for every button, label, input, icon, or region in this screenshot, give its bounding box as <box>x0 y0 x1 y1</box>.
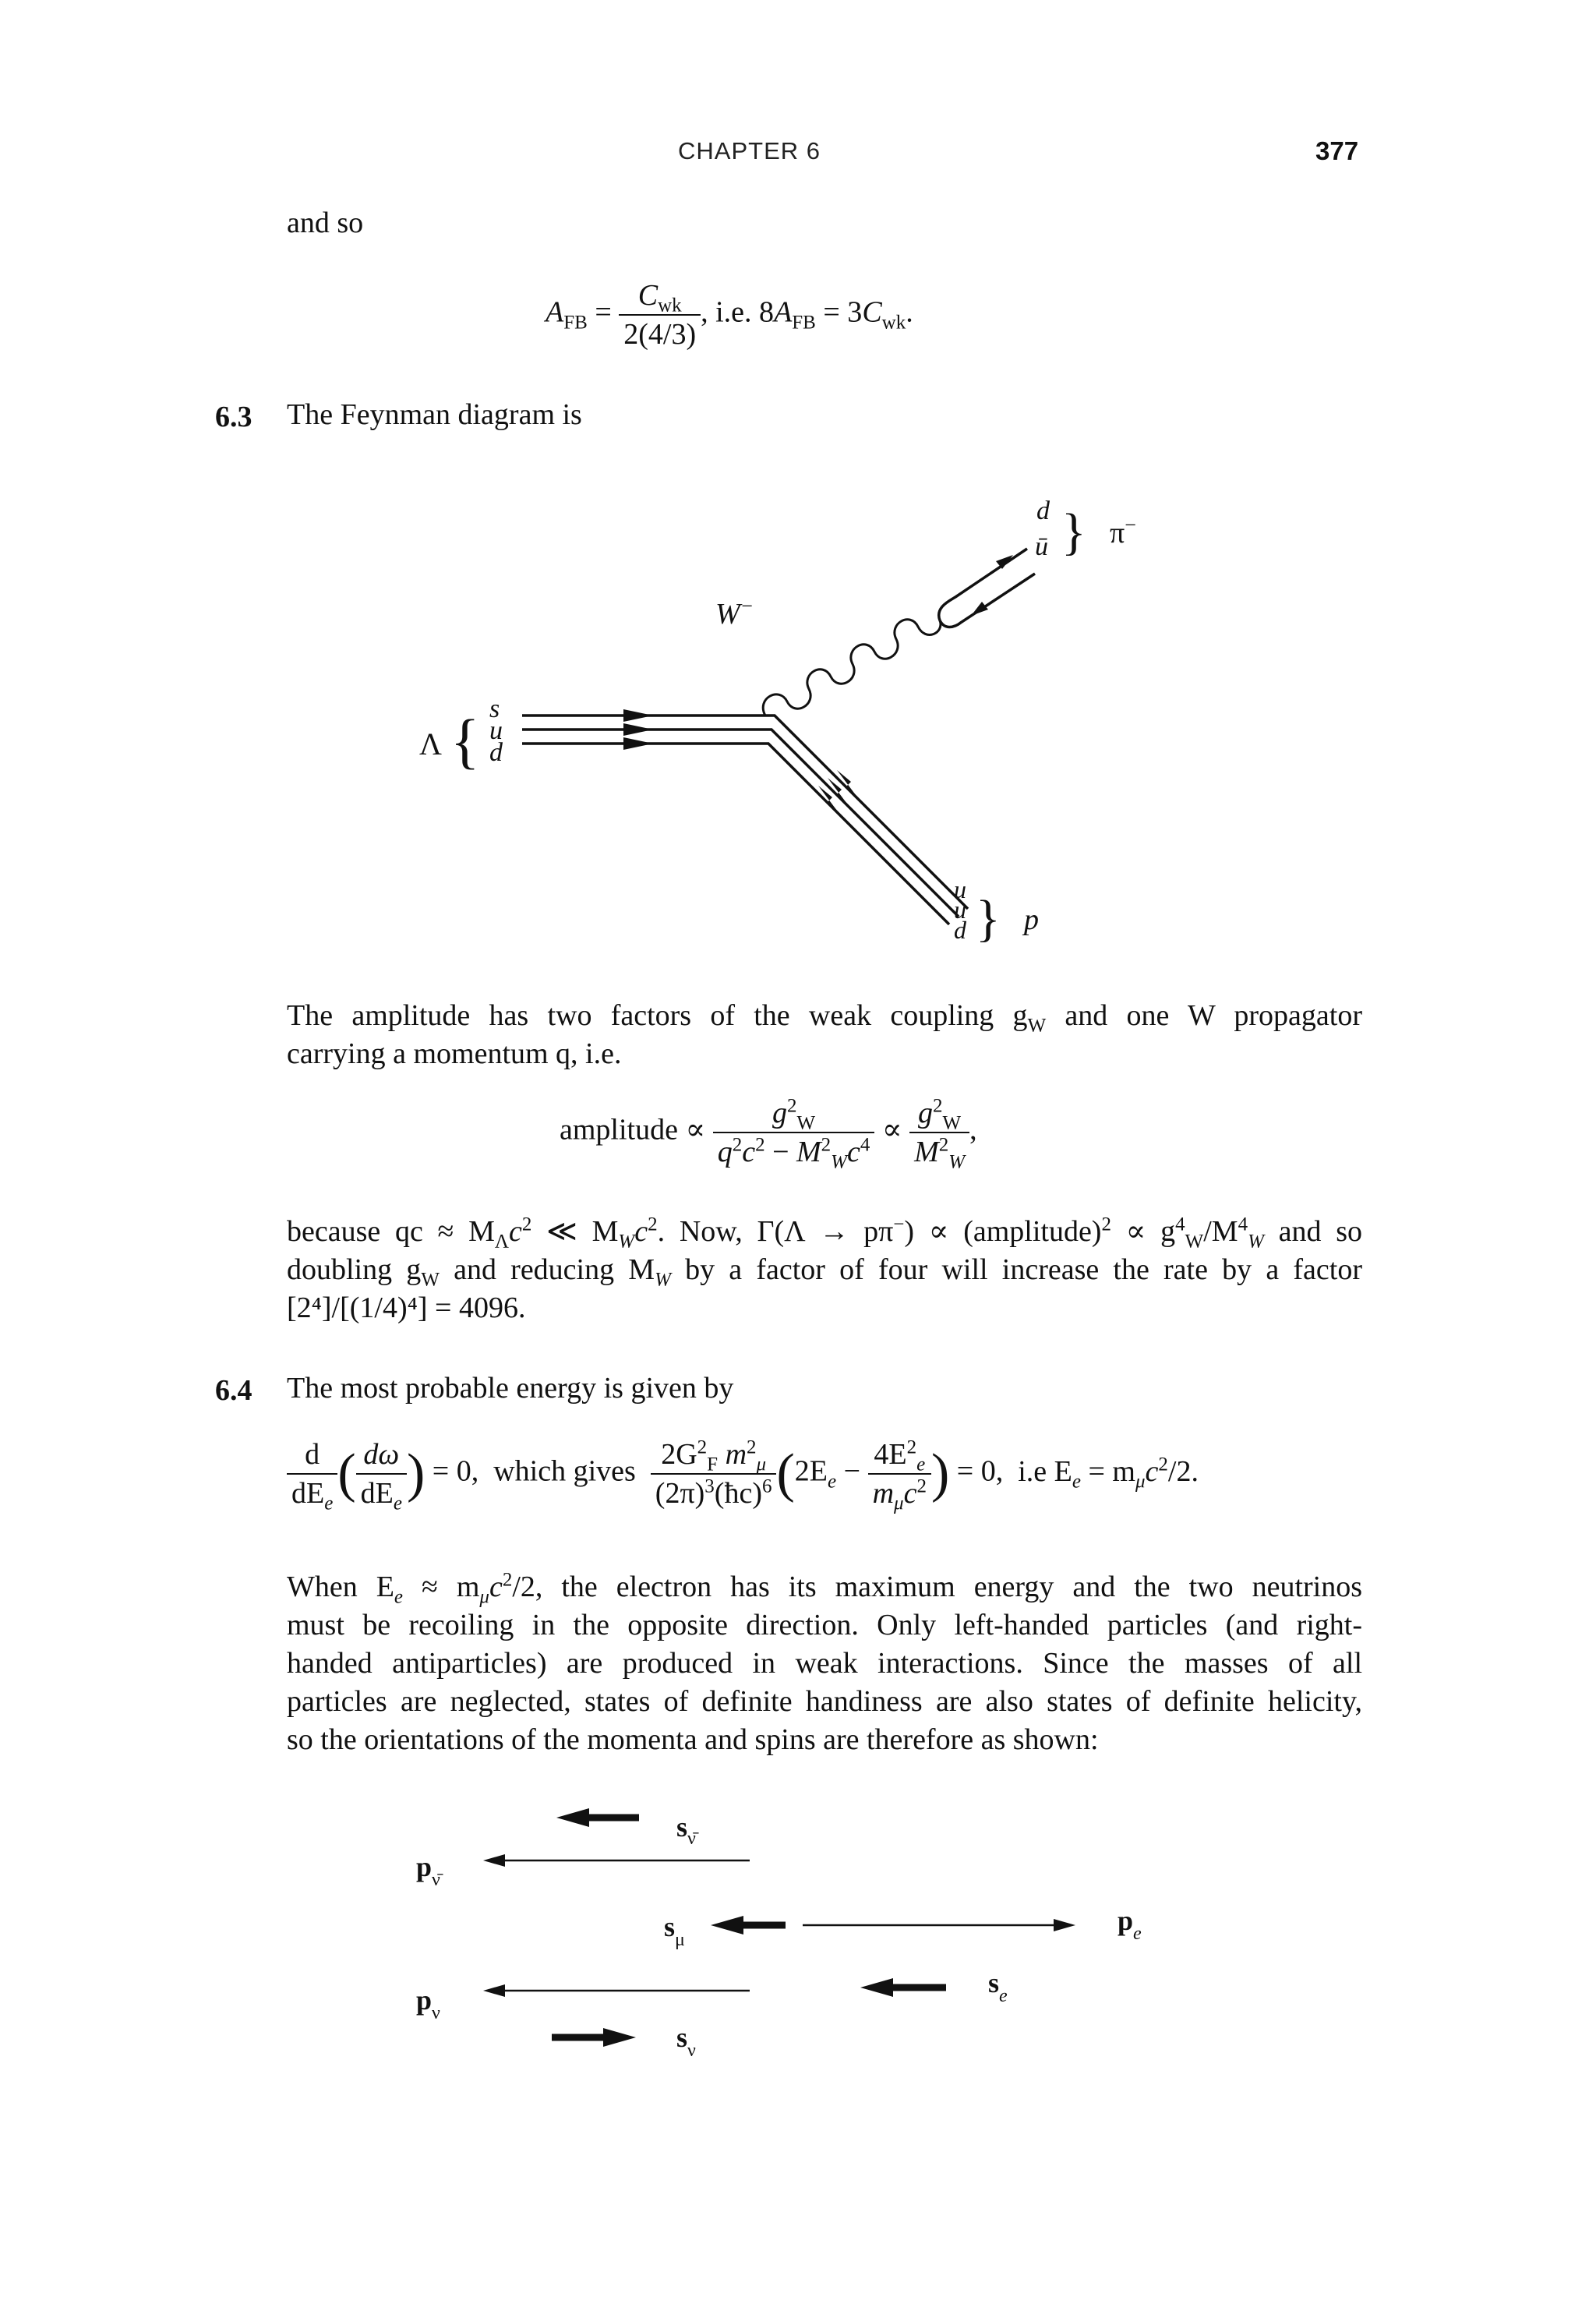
label-s-nubar: $s_{\nū}$ <box>676 1811 696 1849</box>
p-nubar-arrowhead <box>483 1854 505 1867</box>
eq-amp-prop: ∝ <box>881 1113 902 1147</box>
rate-paragraph <box>287 1213 1362 1327</box>
arrow-u <box>623 723 653 736</box>
pion-brace: } <box>1061 504 1086 560</box>
eq-afb-equals: = <box>595 295 612 329</box>
spin-diagram-arrows <box>483 1808 1075 2047</box>
proton-quark-u2: u <box>954 896 966 924</box>
eq-energy-inner-fraction: $\frac{4E^2_e}{m_\mu c^2}$ <box>868 1436 931 1512</box>
eq-amp-lhs: amplitude ∝ <box>560 1113 706 1147</box>
arrow-d <box>623 737 653 750</box>
label-p-nu: $p_\nu$ <box>416 1984 440 2023</box>
eq-energy-eq0: = 0, <box>432 1454 479 1488</box>
arrow-s <box>623 709 653 722</box>
pion-quark-d: d <box>1036 496 1050 525</box>
spin-nu-arrowhead <box>603 2028 636 2047</box>
page-number: 377 <box>1315 136 1359 165</box>
intro-text: and so <box>287 207 364 239</box>
pion-quark-ubar: ū <box>1035 532 1048 561</box>
spin-nubar-arrowhead <box>556 1808 589 1827</box>
eq-afb-tail3: = 3 <box>815 295 863 329</box>
section-6-3-heading: The Feynman diagram is <box>287 398 582 431</box>
proton-brace: } <box>976 890 1001 947</box>
pion-quark-lines <box>939 549 1035 627</box>
helicity-line-3: handed antiparticles) are produced in weak interactions. Since the masses of all <box>287 1647 1362 1680</box>
eq-afb-tail4-sub: wk <box>881 312 906 334</box>
eq-amp-fraction-2: $\frac{g^2_W}{M^2_W}$ <box>909 1094 969 1171</box>
eq-energy-prefactor: $\frac{2G^2_F m^2_\mu}{(2\pi)^3(ħc)^6}$ <box>651 1436 777 1512</box>
p-e-arrowhead <box>1054 1919 1075 1931</box>
chapter-header: CHAPTER 6 <box>678 137 821 164</box>
eq-energy-d-dEe: $\frac{d}{dE_e}$ <box>287 1436 337 1512</box>
proton-quark-d: d <box>954 916 966 944</box>
rate-line-3: [2⁴]/[(1/4)⁴] = 4096. <box>287 1292 526 1324</box>
eq-afb-den: 2(4/3) <box>623 318 697 351</box>
eq-amplitude <box>560 1094 977 1171</box>
p-nu-arrowhead <box>483 1984 505 1997</box>
eq-afb-lhs: A <box>546 295 564 329</box>
pion-arrows <box>971 555 1013 616</box>
amplitude-line-2: carrying a momentum q, i.e. <box>287 1037 622 1070</box>
lambda-brace: { <box>450 707 480 775</box>
out-line-1 <box>764 716 968 909</box>
proton-quark-u1: u <box>954 875 966 903</box>
outgoing-quark-lines <box>764 716 968 924</box>
eq-afb-num: C <box>637 279 659 312</box>
lambda-quark-u: u <box>489 716 503 745</box>
amplitude-paragraph <box>287 997 1362 1073</box>
helicity-paragraph <box>287 1568 1362 1759</box>
eq-energy-which: which gives <box>493 1454 636 1488</box>
eq-afb-fraction <box>619 277 701 353</box>
lambda-label: Λ <box>419 726 443 761</box>
section-number-6-4: 6.4 <box>215 1374 252 1407</box>
section-6-4-heading: The most probable energy is given by <box>287 1372 734 1405</box>
eq-afb-num-sub: wk <box>658 295 682 316</box>
out-line-3 <box>764 744 949 924</box>
rate-line-1: because qc ≈ $M_\Lambda c^2$ ≪ $M_Wc^2$. Now, Γ(Λ → pπ−) ∝ (amplitude)$^2$ ∝ $g^4_W/M^4_W$ and so <box>287 1214 1363 1253</box>
label-s-nu: $s_\nu$ <box>676 2022 696 2061</box>
out-line-2 <box>764 730 959 917</box>
amplitude-line-1: The amplitude has two factors of the weak coupling $g_W$ and one W propagator <box>287 999 1362 1037</box>
proton-label: p <box>1024 903 1039 936</box>
eq-afb-tail4: C <box>862 295 882 329</box>
eq-afb-tail2: A <box>774 295 793 329</box>
eq-afb-tail2-sub: FB <box>792 312 816 334</box>
eq-energy-result: = 0, <box>956 1454 1004 1488</box>
w-label: W− <box>715 595 754 631</box>
eq-afb-tail5: . <box>906 295 913 329</box>
pion-label: π− <box>1110 514 1136 549</box>
feynman-diagram <box>390 468 1247 966</box>
helicity-line-4: particles are neglected, states of definite handiness are also states of definite helicity, <box>287 1685 1362 1718</box>
helicity-line-2: must be recoiling in the opposite direction. Only left-handed particles (and right- <box>287 1609 1362 1641</box>
pion-antiquark-line <box>940 574 1035 627</box>
spin-mu-arrowhead <box>711 1916 743 1935</box>
eq-energy: $\frac{d}{dE_e}$ ( $\frac{d\omega}{dE_e}$ ) = 0, which gives $\frac{2G^2_F m^2_\mu}{(2\pi)^3(ħc)^6}$ ($2E_e$ − $\frac{4E^2_e}{m_\mu c^2}$ ) = 0, i.e $E_e = m_\mu c^2/2$. <box>287 1436 1199 1512</box>
label-s-e: $s_e$ <box>988 1967 1008 2006</box>
incoming-arrows <box>623 709 653 750</box>
eq-afb <box>546 277 913 353</box>
eq-amp-fraction-1: $\frac{g^2_W}{q^2c^2 - M^2_Wc^4}$ <box>713 1094 875 1171</box>
label-p-nubar: $p_{\nū}$ <box>416 1851 440 1890</box>
eq-amp-tail: , <box>969 1113 977 1147</box>
eq-energy-ie: i.e $E_e = m_\mu c^2/2$. <box>1018 1454 1199 1493</box>
label-s-mu: $s_\mu$ <box>664 1911 685 1950</box>
helicity-line-5: so the orientations of the momenta and spins are therefore as shown: <box>287 1723 1099 1756</box>
spin-e-arrowhead <box>860 1978 893 1997</box>
spin-momentum-diagram <box>390 1785 1208 2112</box>
eq-afb-tail1: , i.e. 8 <box>701 295 775 329</box>
lambda-quark-s: s <box>489 694 500 723</box>
eq-afb-lhs-sub: FB <box>563 312 588 334</box>
eq-energy-dw-dEe: $\frac{d\omega}{dE_e}$ <box>356 1436 407 1512</box>
section-number-6-3: 6.3 <box>215 401 252 433</box>
lambda-quark-d: d <box>489 738 503 767</box>
label-p-e: $p_e$ <box>1118 1905 1142 1944</box>
helicity-line-1: When $E_e \approx m_\mu c^2/2$, the electron has its maximum energy and the two neutrinos <box>287 1569 1362 1608</box>
rate-line-2: doubling $g_W$ and reducing $M_W$ by a factor of four will increase the rate by a factor <box>287 1253 1363 1291</box>
w-boson-propagator <box>763 620 941 716</box>
pion-arrow-ubar <box>971 602 988 616</box>
outgoing-arrows <box>818 770 860 817</box>
